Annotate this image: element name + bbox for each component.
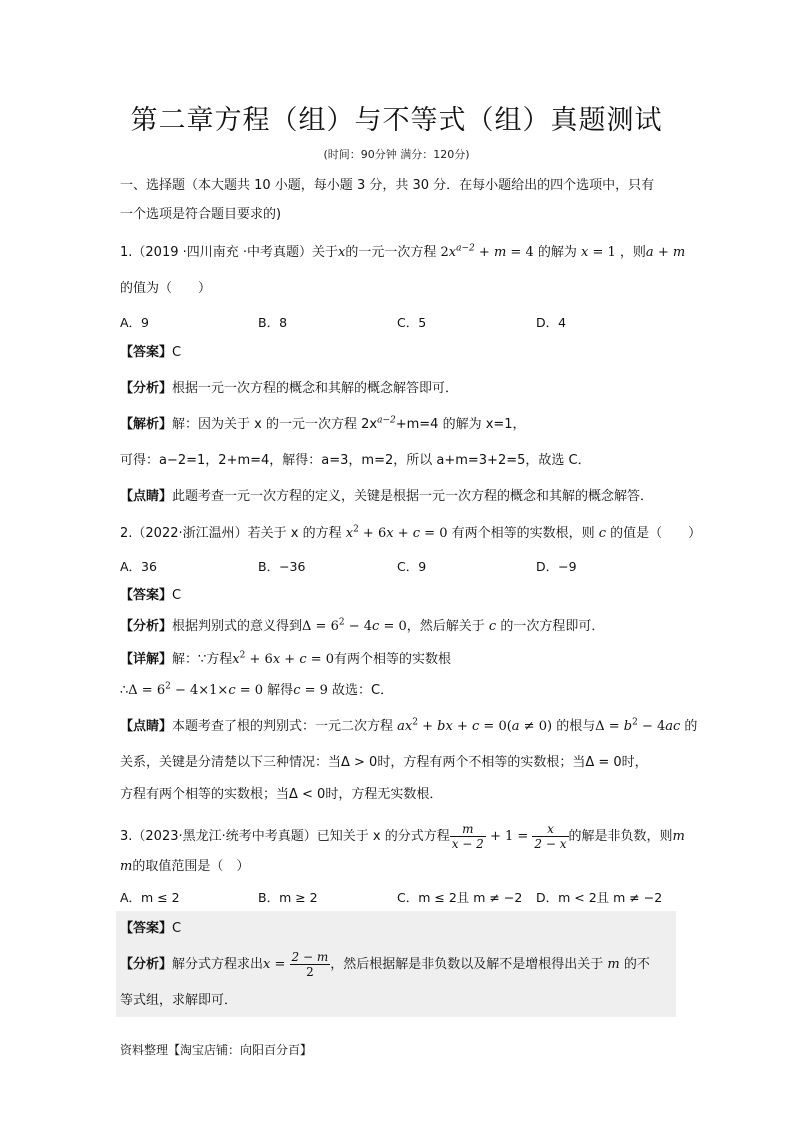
q2-option-b: B．−36 — [258, 559, 306, 574]
q3-answer: 【答案】C — [120, 921, 182, 936]
page-title: 第二章方程（组）与不等式（组）真题测试 — [130, 105, 663, 136]
q2-detail-line2: ∴Δ = $6^2 - 4\times 1\times c = 0$ 解得c = 9 故选：C． — [120, 681, 394, 698]
page-subtitle: (时间：90分钟 满分：120分) — [323, 148, 470, 161]
q2-detail-line1: 【详解】解：∵方程$x^2 + 6x + c = 0$有两个相等的实数根 — [120, 650, 452, 667]
q2-comment-line2: 关系，关键是分清楚以下三种情况：当Δ > 0时，方程有两个不相等的实数根；当Δ = 0时， — [120, 755, 648, 770]
section-heading-line1: 一、选择题（本大题共 10 小题，每小题 3 分，共 30 分．在每小题给出的四个选项中，只有 — [120, 178, 655, 193]
q1-analysis: 【分析】根据一元一次方程的概念和其解的概念解答即可． — [120, 381, 459, 396]
q2-comment-line3: 方程有两个相等的实数根；当Δ < 0时，方程无实数根． — [120, 787, 443, 802]
q2-answer: 【答案】C — [120, 588, 182, 603]
q3-option-d: D．m < 2且 m ≠ −2 — [536, 890, 663, 905]
q2-option-d: D．−9 — [536, 559, 577, 574]
section-heading-line2: 一个选项是符合题目要求的) — [120, 207, 282, 222]
q3-stem: 3.（2023·黑龙江·统考中考真题）已知关于 x 的分式方程 $\frac{m}{x - 2}$ + 1 = $\frac{x}{2 - x}$ 的解是非负数，则m — [120, 822, 685, 851]
q1-option-a: A．9 — [120, 315, 150, 330]
q2-analysis: 【分析】根据判别式的意义得到$\Delta = 6^2 - 4c = 0$，然后解关于 c 的一次方程即可． — [120, 617, 605, 634]
q1-option-d: D．4 — [536, 315, 567, 330]
q3-option-c: C．m ≤ 2且 m ≠ −2 — [397, 890, 523, 905]
q3-option-a: A．m ≤ 2 — [120, 890, 180, 905]
q1-option-c: C．5 — [397, 315, 427, 330]
q3-analysis-line1: 【分析】解分式方程求出x = $\frac{2 - m}{2}$ ，然后根据解是非负数以及解不是增根得出关于 m 的不 — [120, 950, 650, 979]
q2-option-c: C．9 — [397, 559, 427, 574]
q3-analysis-line2: 等式组，求解即可． — [120, 993, 238, 1008]
q1-answer: 【答案】C — [120, 345, 182, 360]
q1-stem: 1.（2019 ·四川南充 ·中考真题）关于x的一元一次方程 $2x^{a-2} + m = 4$ 的解为 x = 1 ，则a + m — [120, 243, 686, 260]
q3-stem-line2: m的取值范围是（ ） — [120, 859, 250, 874]
q3-option-b: B．m ≥ 2 — [258, 890, 318, 905]
q1-stem-line2: 的值为（ ） — [120, 281, 212, 296]
q2-comment-line1: 【点睛】本题考查了根的判别式：一元二次方程 $ax^2$ + bx + c = 0(a ≠ 0) 的根与$\Delta = b^2 - 4ac$ 的 — [120, 717, 698, 734]
q2-stem: 2.（2022·浙江温州）若关于 x 的方程 $x^2 + 6x + c = 0$ 有两个相等的实数根，则 c 的值是（ ） — [120, 524, 702, 541]
q1-solution-line2: 可得：a−2=1，2+m=4，解得：a=3，m=2，所以 a+m=3+2=5，故选 C． — [120, 453, 591, 468]
q1-comment: 【点睛】此题考查一元一次方程的定义，关键是根据一元一次方程的概念和其解的概念解答． — [120, 489, 654, 504]
q1-solution-line1: 【解析】解：因为关于 x 的一元一次方程 $2x^{a-2}+m=4$ 的解为 x=1， — [120, 415, 526, 432]
footer-credit: 资料整理【淘宝店铺：向阳百分百】 — [120, 1043, 313, 1057]
q2-option-a: A．36 — [120, 559, 157, 574]
q1-option-b: B．8 — [258, 315, 288, 330]
